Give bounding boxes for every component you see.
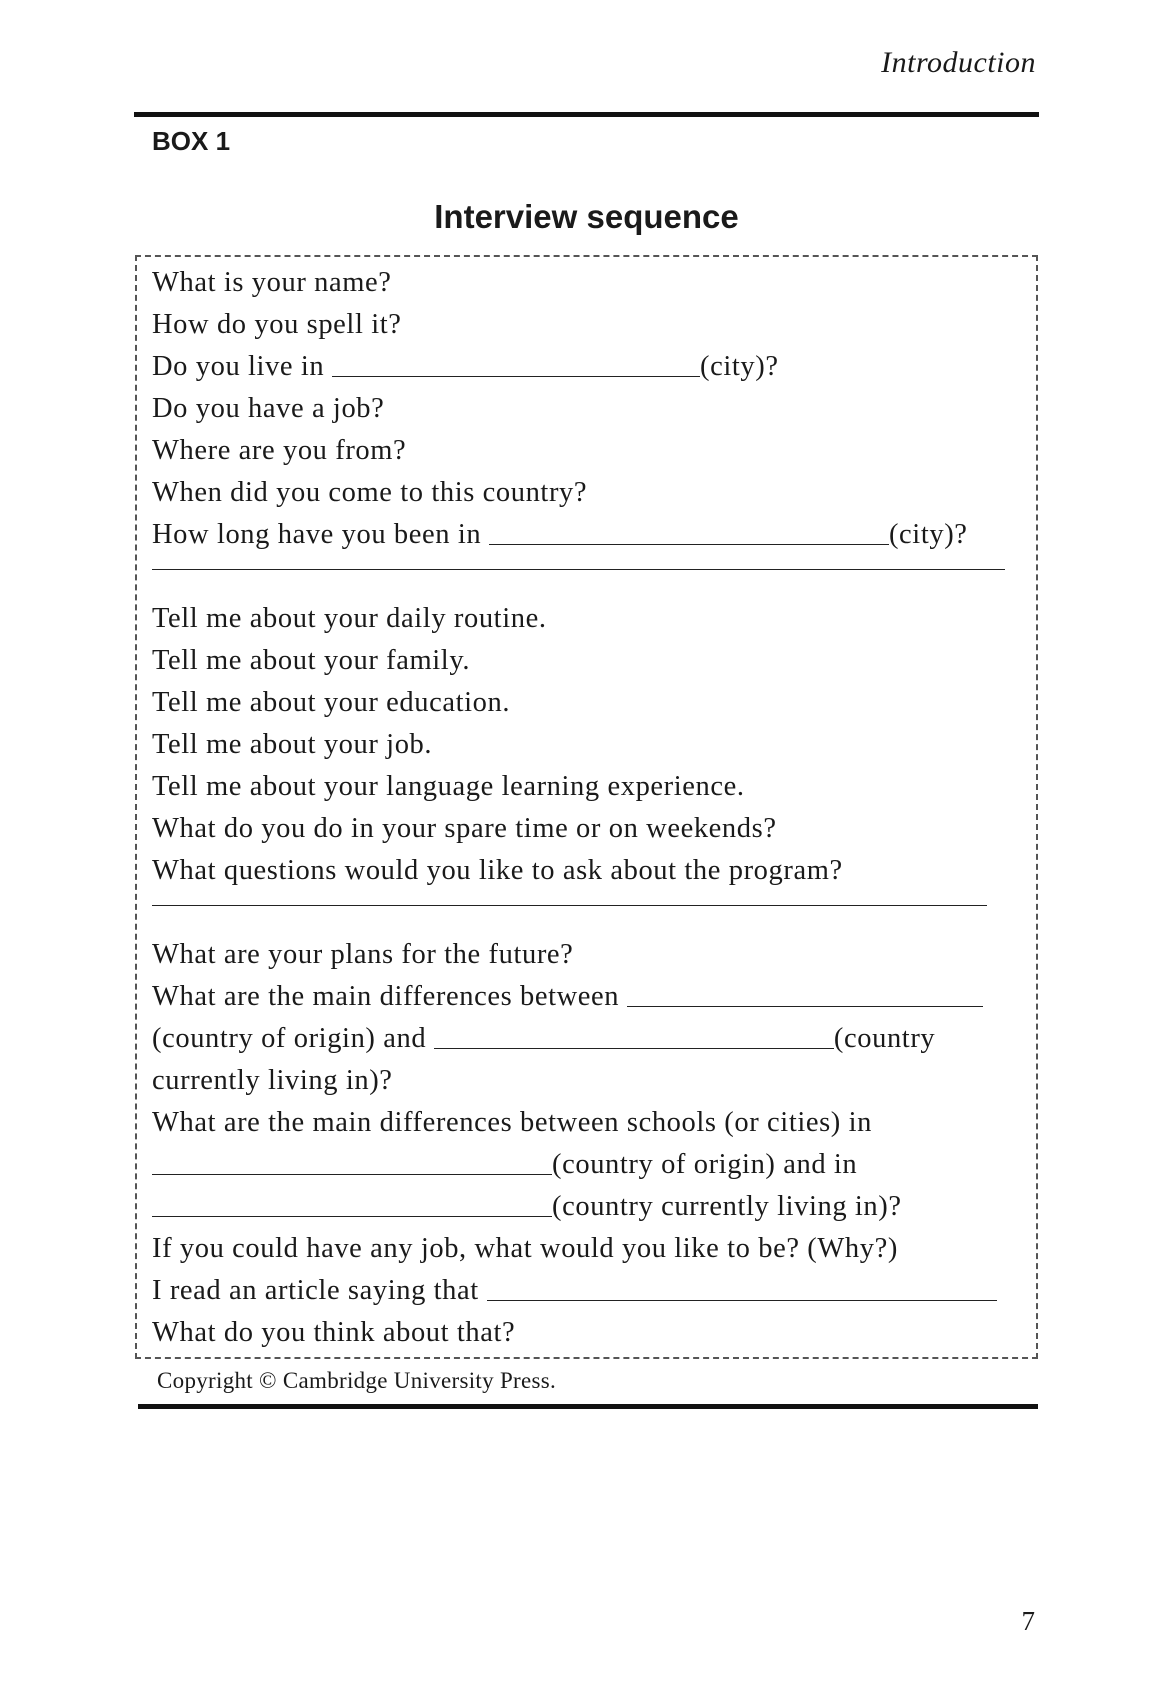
box-label: BOX 1: [152, 126, 231, 156]
question-line: [152, 1228, 1022, 1270]
question-text: What questions would you like to ask about the program?: [152, 855, 843, 886]
question-line: [152, 262, 1022, 304]
question-text: Tell me about your daily routine.: [152, 603, 547, 634]
copyright-notice: Copyright © Cambridge University Press.: [157, 1368, 557, 1393]
question-text: What do you think about that?: [152, 1317, 516, 1348]
question-text: (country: [833, 1023, 936, 1054]
question-line: [152, 1312, 1022, 1354]
question-text: What are the main differences between schools (or cities) in: [152, 1107, 872, 1138]
section-divider: [152, 556, 1022, 598]
question-text: What are your plans for the future?: [152, 939, 574, 970]
question-text: What are the main differences between: [152, 981, 620, 1012]
question-line: [152, 682, 1022, 724]
question-line: [152, 850, 1022, 892]
question-line: [152, 640, 1022, 682]
fill-in-blank[interactable]: [152, 1186, 552, 1217]
bottom-rule: [138, 1404, 1038, 1409]
question-text: (city)?: [700, 351, 779, 382]
box-title: Interview sequence: [434, 198, 739, 235]
question-line: [152, 1060, 1022, 1102]
running-head: Introduction: [881, 46, 1036, 79]
fill-in-blank[interactable]: [627, 976, 983, 1007]
question-text: I read an article saying that: [152, 1275, 479, 1306]
question-line: [152, 766, 1022, 808]
question-text: (country currently living in)?: [552, 1191, 902, 1222]
question-text: What is your name?: [152, 267, 392, 298]
fill-in-blank[interactable]: [434, 1018, 834, 1049]
question-line: [152, 1102, 1022, 1144]
question-text: How long have you been in: [152, 519, 482, 550]
question-text: Where are you from?: [152, 435, 407, 466]
question-line: [152, 934, 1022, 976]
question-text: Tell me about your family.: [152, 645, 471, 676]
page-number: 7: [1021, 1606, 1035, 1636]
question-line: [152, 514, 1022, 556]
question-line: [152, 430, 1022, 472]
question-text: Do you live in: [152, 351, 325, 382]
question-line: [152, 808, 1022, 850]
question-line: [152, 346, 1022, 388]
section-divider: [152, 892, 1022, 934]
question-text: Tell me about your education.: [152, 687, 511, 718]
fill-in-blank[interactable]: [487, 1270, 997, 1301]
question-text: When did you come to this country?: [152, 477, 588, 508]
question-line: [152, 976, 1022, 1018]
question-text: Tell me about your job.: [152, 729, 433, 760]
question-line: [152, 724, 1022, 766]
question-list: [152, 262, 1022, 1354]
question-text: Tell me about your language learning experience.: [152, 771, 745, 802]
question-line: [152, 304, 1022, 346]
question-line: [152, 388, 1022, 430]
fill-in-blank[interactable]: [332, 346, 700, 377]
fill-in-blank[interactable]: [489, 514, 889, 545]
question-text: What do you do in your spare time or on weekends?: [152, 813, 777, 844]
question-line: [152, 598, 1022, 640]
question-text: (country of origin) and: [152, 1023, 427, 1054]
question-text: (city)?: [888, 519, 968, 550]
question-line: [152, 472, 1022, 514]
question-line: [152, 1144, 1022, 1186]
question-text: How do you spell it?: [152, 309, 402, 340]
fill-in-blank[interactable]: [152, 1144, 552, 1175]
question-line: [152, 1018, 1022, 1060]
question-text: If you could have any job, what would you like to be? (Why?): [152, 1233, 898, 1264]
question-text: Do you have a job?: [152, 393, 385, 424]
question-text: currently living in)?: [152, 1065, 393, 1096]
question-line: [152, 1270, 1022, 1312]
question-line: [152, 1186, 1022, 1228]
top-rule: [134, 112, 1039, 117]
question-text: (country of origin) and in: [552, 1149, 858, 1180]
